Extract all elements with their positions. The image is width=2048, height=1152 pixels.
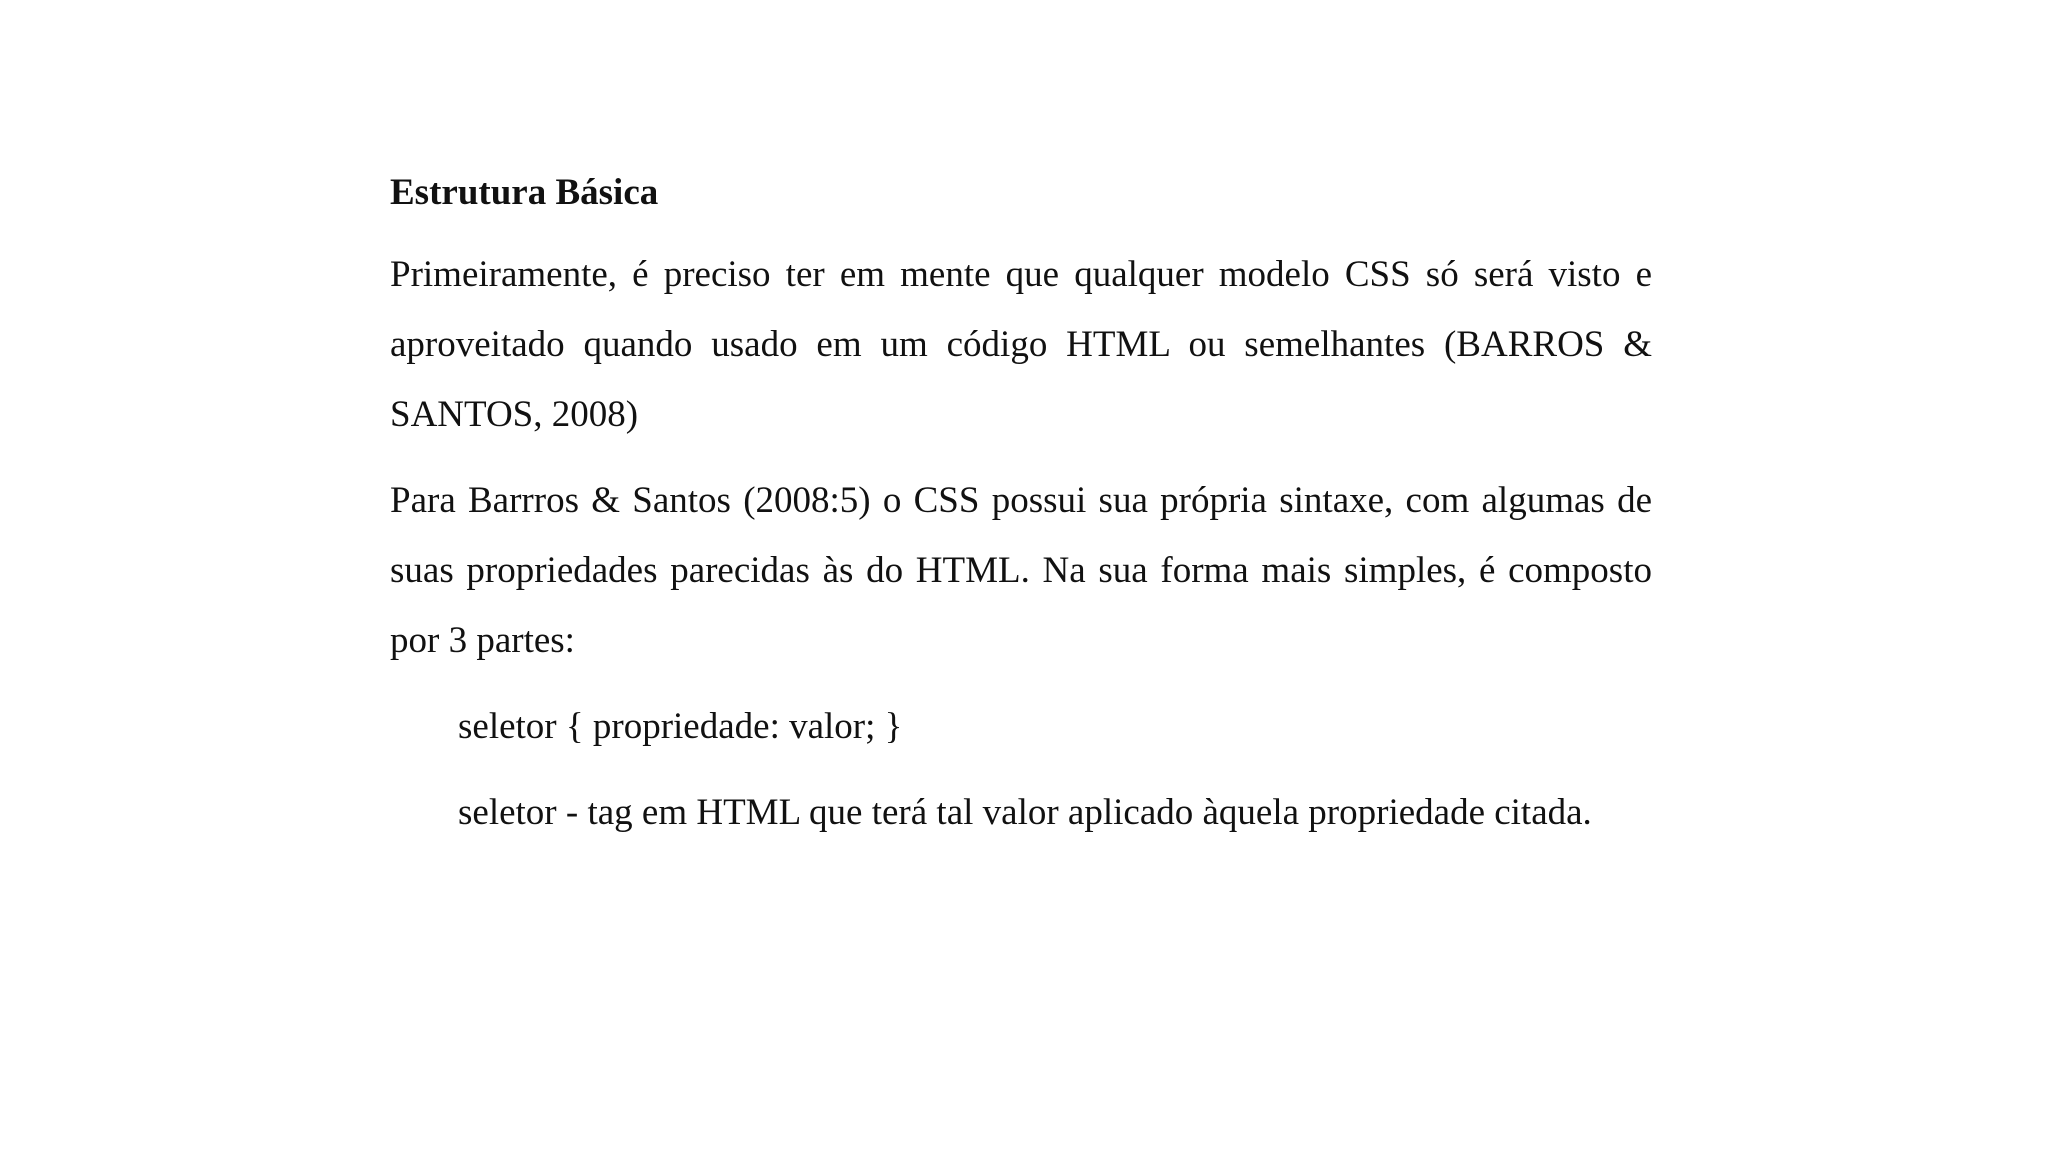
paragraph-syntax-description: Para Barrros & Santos (2008:5) o CSS possui sua própria sintaxe, com algumas de suas propriedades parecidas às do HTML. Na sua forma mais simples, é composto por 3 partes: xyxy=(390,480,1652,661)
syntax-example: seletor { propriedade: valor; } xyxy=(458,706,903,747)
section-heading: Estrutura Básica xyxy=(390,172,659,213)
selector-definition: seletor - tag em HTML que terá tal valor aplicado àquela propriedade citada. xyxy=(458,792,1592,833)
document-body xyxy=(390,166,1652,848)
paragraph-intro: Primeiramente, é preciso ter em mente que qualquer modelo CSS só será visto e aproveitado quando usado em um código HTML ou semelhantes (BARROS & SANTOS, 2008) xyxy=(390,254,1652,435)
